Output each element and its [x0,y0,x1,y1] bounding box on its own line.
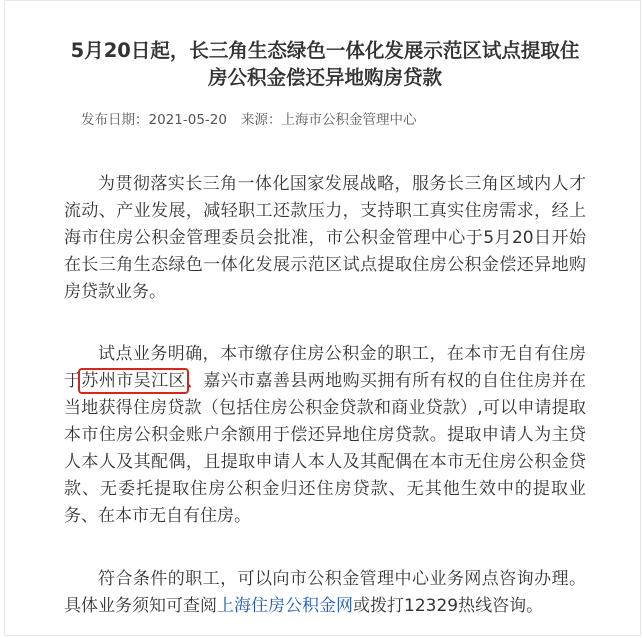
article-meta [81,111,416,129]
publish-date-label: 发布日期： [81,112,149,128]
housing-fund-website-link[interactable]: 上海住房公积金网 [217,596,353,616]
paragraph-1: 为贯彻落实长三角一体化国家发展战略，服务长三角区域内人才流动、产业发展，减轻职工还款压力，支持职工真实住房需求，经上海市住房公积金管理委员会批准，市公积金管理中心于5月20日开始在长三角生态绿色一体化发展示范区试点提取住房公积金偿还异地购房贷款业务。 [64,174,586,302]
title-line-1: 5月20日起，长三角生态绿色一体化发展示范区试点提取住 [70,39,580,62]
article-title [45,37,605,91]
source-name: 上海市公积金管理中心 [281,112,417,128]
paragraph-2 [64,341,586,530]
article-frame [4,0,641,636]
title-line-2: 房公积金偿还异地购房贷款 [207,66,442,89]
highlighted-location: 苏州市吴江区 [81,371,186,391]
publish-date: 2021-05-20 [148,112,227,128]
paragraph-2-text-before: 试点业务明确，本市缴存住房公积金的职工，在本市无自有住房于 [64,344,586,391]
paragraph-3-text-before: 符合条件的职工，可以向市公积金管理中心业务网点咨询办理。具体业务须知可查阅 [64,569,586,616]
paragraph-3 [64,566,586,620]
paragraph-3-text-after: 或拨打12329热线咨询。 [353,596,544,616]
paragraph-2-text-after: 、嘉兴市嘉善县两地购买拥有所有权的自住住房并在当地获得住房贷款（包括住房公积金贷款和商业贷款）,可以申请提取本市住房公积金账户余额用于偿还异地住房贷款。提取申请人为主贷人本人及其配偶，且提取申请人本人及其配偶在本市无住房公积金贷款、无委托提取住房公积金归还住房贷款、无其他生效中的提取业务、在本市无自有住房。 [64,371,587,526]
source-label: 来源： [240,112,282,128]
